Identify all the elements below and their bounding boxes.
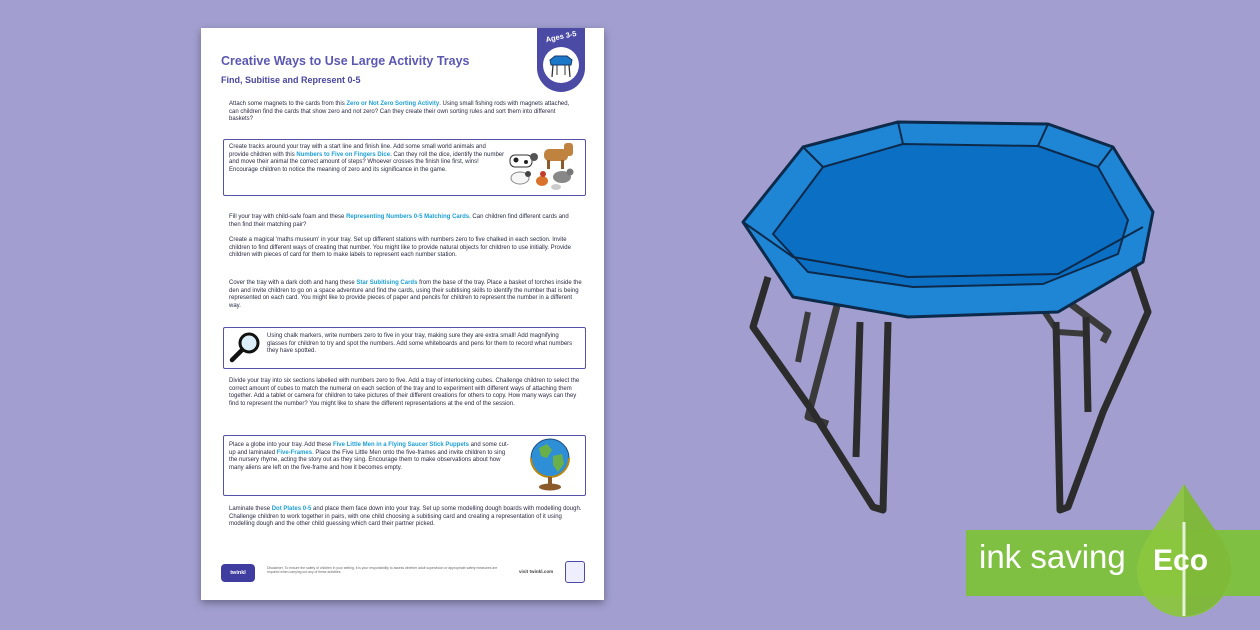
resource-link[interactable]: Numbers to Five on Fingers Dice bbox=[296, 151, 391, 158]
farm-animals-icon bbox=[506, 141, 582, 198]
activity-text: Laminate these Dot Plates 0-5 and place them face down into your tray. Set up some modelling dough boards with modelling dough. Challenge children to work together in pairs, with one child choosing a subitising card and creating a representation of it using modelling dough and the other child guessing which card their partner picked. bbox=[229, 506, 582, 528]
activity-text: Fill your tray with child-safe foam and these Representing Numbers 0-5 Matching Cards. Can children find different cards and then find their matching pair? bbox=[229, 214, 569, 228]
resource-link[interactable]: Zero or Not Zero Sorting Activity bbox=[346, 101, 440, 107]
quality-badge-icon bbox=[565, 561, 585, 583]
website-link[interactable]: visit twinkl.com bbox=[519, 569, 554, 574]
twinkl-logo: twinkl bbox=[221, 564, 255, 582]
resource-link[interactable]: Star Subitising Cards bbox=[356, 280, 418, 286]
resource-link[interactable]: Representing Numbers 0-5 Matching Cards bbox=[346, 214, 470, 220]
activity-text: Divide your tray into six sections labelled with numbers zero to five. Add a tray of interlocking cubes. Challenge children to select the correct amount of cubes to match the numeral on each section of the tray and to experiment with different ways of attaching them together. Add a tablet or camera for children to take pictures of their different creations for others to copy. How many ways can they find to represent the number? You might like to share the different representations at the end of the session. bbox=[229, 378, 580, 407]
activity-text: Place a globe into your tray. Add these Five Little Men in a Flying Saucer Stick Puppets and some cut-up and laminated Five-Frames. Place the Five Little Men onto the five-frames and invite children to sing the nursery rhyme, acting the story out as they sing. Encourage them to make observations about how many aliens are left on the five-frame and how it becomes empty. bbox=[229, 442, 509, 471]
magnifying-glass-icon bbox=[228, 331, 262, 368]
activity-text: Cover the tray with a dark cloth and hang these Star Subitising Cards from the base of the tray. Place a basket of torches inside the den and invite children to go on a space adventure and find the cards, using their subitising skills to identify the number that is being represented on each card. You might like to provide pieces of paper and pencils for children to represent the number in a different way. bbox=[229, 280, 582, 309]
document-title: Creative Ways to Use Large Activity Trays bbox=[221, 54, 470, 68]
resource-link[interactable]: Dot Plates 0-5 bbox=[271, 506, 312, 512]
activity-text: Using chalk markers, write numbers zero to five in your tray, making sure they are extra small! Add magnifying glasses for children to try and spot the numbers. Add some whiteboards and pens for them to record what numbers they have spotted. bbox=[267, 333, 573, 355]
resource-link[interactable]: Five-Frames bbox=[276, 449, 313, 456]
activity-text: Create tracks around your tray with a start line and finish line. Add some small world animals and provide children with this Numbers to Five on Fingers Dice. Can they roll the dice, identify the number and move their animal the correct amount of steps? Whoever crosses the finish line first, wins! Encourage children to notice the meaning of zero and its significance in the game. bbox=[229, 144, 505, 173]
tray-icon bbox=[543, 47, 579, 83]
activity-text: Attach some magnets to the cards from this Zero or Not Zero Sorting Activity. Using small fishing rods with magnets attached, can children find the cards that show zero and not zero? Can they create their own sorting rules and sort them into different baskets? bbox=[229, 101, 570, 123]
activity-text: Create a magical 'maths museum' in your tray. Set up different stations with numbers zero to five chalked in each section. Invite children to find different ways of creating that number. You might like to provide natural objects for children to use initially. Provide children with pieces of card for them to make labels to represent each number station. bbox=[229, 237, 571, 259]
document-subtitle: Find, Subitise and Represent 0-5 bbox=[221, 75, 361, 85]
globe-icon bbox=[525, 432, 575, 499]
ages-badge bbox=[537, 28, 585, 92]
ages-label: Ages 3-5 bbox=[544, 28, 578, 45]
eco-label: Eco bbox=[1153, 544, 1209, 577]
activity-sheet bbox=[201, 28, 604, 600]
activity-tray-illustration bbox=[738, 112, 1158, 527]
resource-link[interactable]: Five Little Men in a Flying Saucer Stick Puppets bbox=[332, 442, 469, 448]
disclaimer: Disclaimer: To ensure the safety of children in your setting, it is your responsibility to assess whether adult supervision or appropriate safety measures are required when carrying out any of these activities. bbox=[267, 566, 498, 575]
ink-saving-label: ink saving bbox=[979, 538, 1126, 575]
